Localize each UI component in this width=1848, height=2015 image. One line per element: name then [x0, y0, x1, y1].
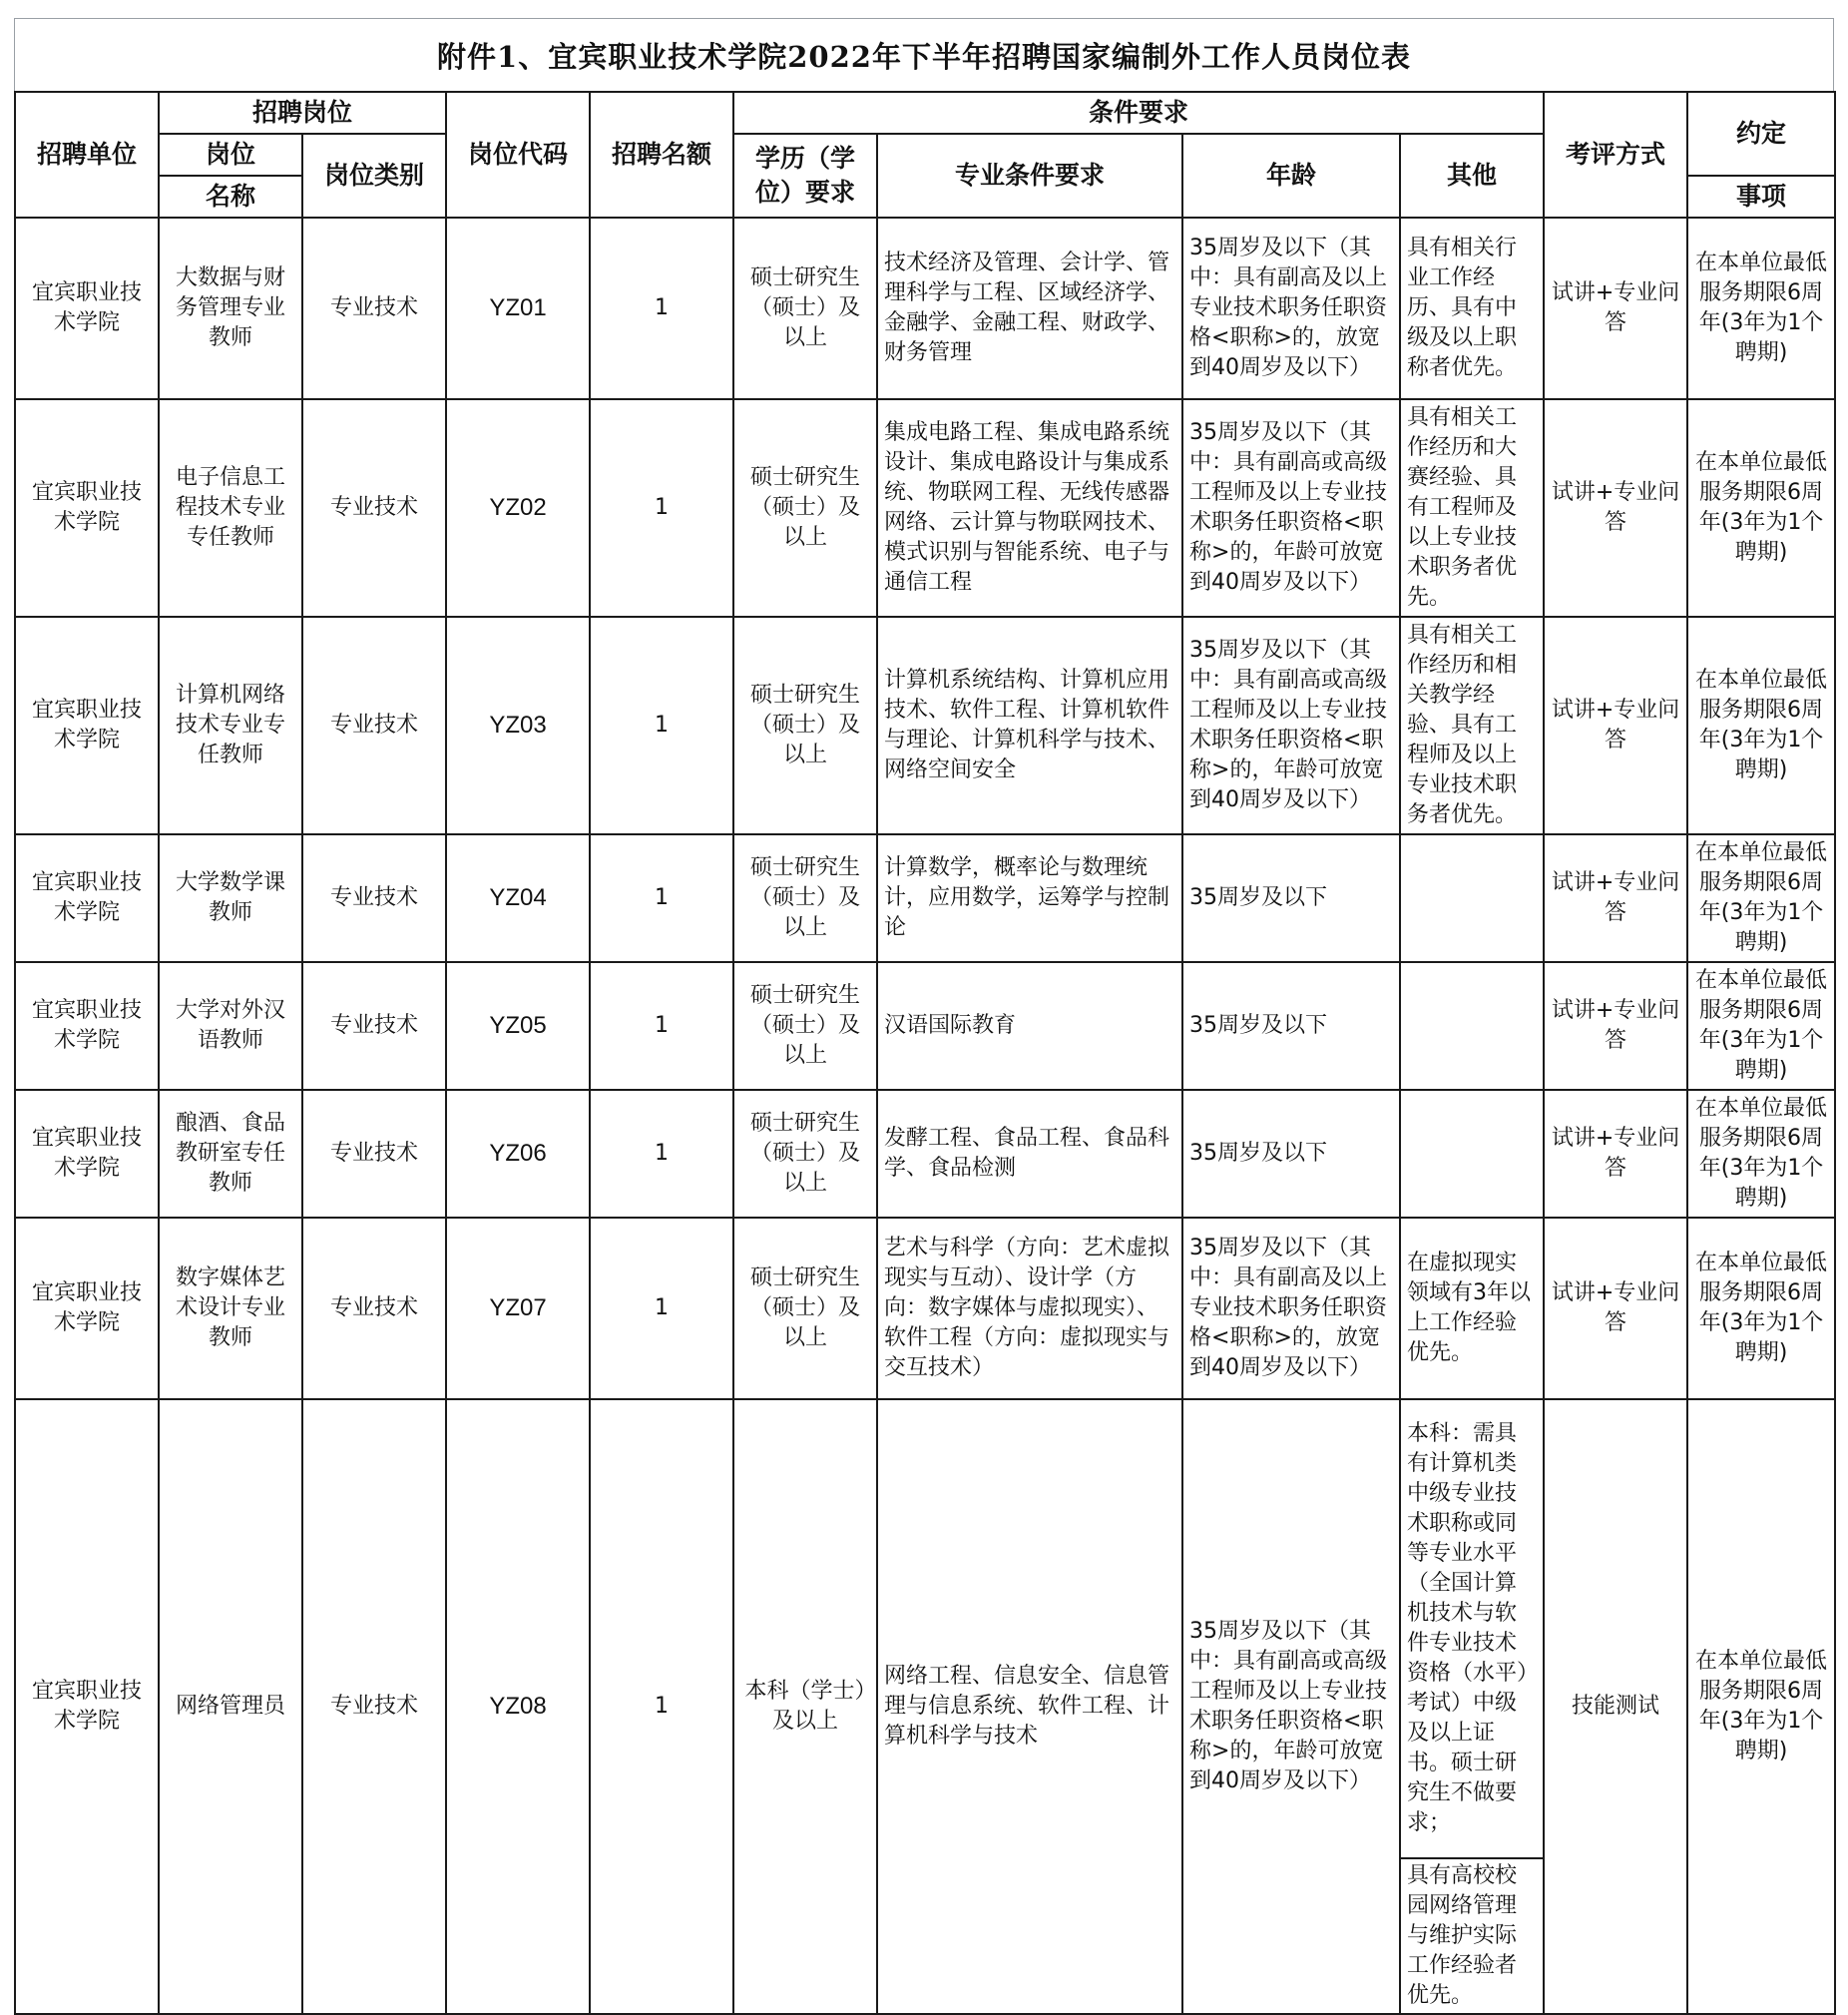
cell-major: 艺术与科学（方向：艺术虚拟现实与互动）、设计学（方向：数字媒体与虚拟现实）、软件工程（方向：虚拟现实与交互技术）	[877, 1218, 1182, 1399]
cell-post-code: YZ08	[446, 1399, 590, 2014]
cell-post-type: 专业技术	[302, 1399, 446, 2014]
cell-education: 硕士研究生（硕士）及以上	[733, 1218, 877, 1399]
header-post-name-bottom: 名称	[159, 176, 302, 218]
cell-quota: 1	[590, 834, 733, 962]
cell-age: 35周岁及以下（其中：具有副高或高级工程师及以上专业技术职务任职资格<职称>的，年龄可放宽到40周岁及以下）	[1182, 399, 1400, 617]
header-assessment: 考评方式	[1544, 92, 1687, 218]
cell-post-type: 专业技术	[302, 218, 446, 399]
cell-agreement: 在本单位最低服务期限6周年(3年为1个聘期)	[1687, 617, 1835, 834]
cell-post-code: YZ03	[446, 617, 590, 834]
cell-unit: 宜宾职业技术学院	[15, 1090, 159, 1218]
table-row	[15, 1090, 1835, 1218]
cell-assessment: 试讲+专业问答	[1544, 218, 1687, 399]
cell-assessment: 试讲+专业问答	[1544, 1090, 1687, 1218]
recruitment-sheet	[14, 18, 1834, 2015]
page-title: 附件1、宜宾职业技术学院2022年下半年招聘国家编制外工作人员岗位表	[14, 18, 1834, 91]
cell-assessment: 试讲+专业问答	[1544, 834, 1687, 962]
cell-post-name: 计算机网络技术专业专任教师	[159, 617, 302, 834]
header-post-type: 岗位类别	[302, 134, 446, 218]
cell-education: 本科（学士）及以上	[733, 1399, 877, 2014]
header-agreement-bottom: 事项	[1687, 176, 1835, 218]
cell-agreement: 在本单位最低服务期限6周年(3年为1个聘期)	[1687, 1218, 1835, 1399]
cell-assessment: 试讲+专业问答	[1544, 399, 1687, 617]
cell-agreement: 在本单位最低服务期限6周年(3年为1个聘期)	[1687, 962, 1835, 1090]
cell-education: 硕士研究生（硕士）及以上	[733, 399, 877, 617]
table-row	[15, 962, 1835, 1090]
cell-unit: 宜宾职业技术学院	[15, 399, 159, 617]
cell-post-name: 酿酒、食品教研室专任教师	[159, 1090, 302, 1218]
cell-post-type: 专业技术	[302, 1090, 446, 1218]
cell-age: 35周岁及以下（其中：具有副高或高级工程师及以上专业技术职务任职资格<职称>的，年龄可放宽到40周岁及以下）	[1182, 1399, 1400, 2014]
cell-major: 计算机系统结构、计算机应用技术、软件工程、计算机软件与理论、计算机科学与技术、网络空间安全	[877, 617, 1182, 834]
cell-post-code: YZ05	[446, 962, 590, 1090]
cell-other: 具有相关工作经历和相关教学经验、具有工程师及以上专业技术职务者优先。	[1400, 617, 1544, 834]
cell-post-name: 大数据与财务管理专业教师	[159, 218, 302, 399]
table-row	[15, 1399, 1835, 2014]
cell-age: 35周岁及以下	[1182, 834, 1400, 962]
cell-unit: 宜宾职业技术学院	[15, 1399, 159, 2014]
cell-unit: 宜宾职业技术学院	[15, 1218, 159, 1399]
cell-other-part2: 具有高校校园网络管理与维护实际工作经验者优先。	[1407, 1863, 1518, 2008]
cell-agreement: 在本单位最低服务期限6周年(3年为1个聘期)	[1687, 1090, 1835, 1218]
header-quota: 招聘名额	[590, 92, 733, 218]
header-other: 其他	[1400, 134, 1544, 218]
cell-post-name: 大学对外汉语教师	[159, 962, 302, 1090]
cell-post-code: YZ02	[446, 399, 590, 617]
cell-quota: 1	[590, 617, 733, 834]
header-post-group: 招聘岗位	[159, 92, 446, 134]
cell-assessment: 技能测试	[1544, 1399, 1687, 2014]
cell-other	[1400, 1399, 1544, 2014]
cell-major: 网络工程、信息安全、信息管理与信息系统、软件工程、计算机科学与技术	[877, 1399, 1182, 2014]
header-post-name-top: 岗位	[159, 134, 302, 176]
cell-unit: 宜宾职业技术学院	[15, 834, 159, 962]
cell-post-type: 专业技术	[302, 962, 446, 1090]
cell-quota: 1	[590, 962, 733, 1090]
cell-agreement: 在本单位最低服务期限6周年(3年为1个聘期)	[1687, 399, 1835, 617]
cell-post-code: YZ04	[446, 834, 590, 962]
cell-post-code: YZ01	[446, 218, 590, 399]
cell-unit: 宜宾职业技术学院	[15, 218, 159, 399]
cell-other	[1400, 962, 1544, 1090]
cell-quota: 1	[590, 1090, 733, 1218]
header-conditions-group: 条件要求	[733, 92, 1544, 134]
cell-education: 硕士研究生（硕士）及以上	[733, 218, 877, 399]
cell-agreement: 在本单位最低服务期限6周年(3年为1个聘期)	[1687, 834, 1835, 962]
header-unit: 招聘单位	[15, 92, 159, 218]
cell-assessment: 试讲+专业问答	[1544, 962, 1687, 1090]
table-row	[15, 617, 1835, 834]
cell-other: 具有相关行业工作经历、具有中级及以上职称者优先。	[1400, 218, 1544, 399]
cell-post-name: 数字媒体艺术设计专业教师	[159, 1218, 302, 1399]
cell-major: 集成电路工程、集成电路系统设计、集成电路设计与集成系统、物联网工程、无线传感器网络、云计算与物联网技术、模式识别与智能系统、电子与通信工程	[877, 399, 1182, 617]
cell-post-name: 电子信息工程技术专业专任教师	[159, 399, 302, 617]
cell-other: 具有相关工作经历和大赛经验、具有工程师及以上专业技术职务者优先。	[1400, 399, 1544, 617]
cell-major: 发酵工程、食品工程、食品科学、食品检测	[877, 1090, 1182, 1218]
cell-quota: 1	[590, 218, 733, 399]
cell-education: 硕士研究生（硕士）及以上	[733, 834, 877, 962]
header-age: 年龄	[1182, 134, 1400, 218]
header-major: 专业条件要求	[877, 134, 1182, 218]
cell-assessment: 试讲+专业问答	[1544, 1218, 1687, 1399]
cell-post-code: YZ06	[446, 1090, 590, 1218]
header-education: 学历（学位）要求	[733, 134, 877, 218]
cell-post-type: 专业技术	[302, 1218, 446, 1399]
cell-agreement: 在本单位最低服务期限6周年(3年为1个聘期)	[1687, 218, 1835, 399]
table-row	[15, 1218, 1835, 1399]
header-post-code: 岗位代码	[446, 92, 590, 218]
cell-education: 硕士研究生（硕士）及以上	[733, 1090, 877, 1218]
cell-education: 硕士研究生（硕士）及以上	[733, 962, 877, 1090]
cell-major: 汉语国际教育	[877, 962, 1182, 1090]
cell-major: 技术经济及管理、会计学、管理科学与工程、区域经济学、金融学、金融工程、财政学、财务管理	[877, 218, 1182, 399]
cell-post-code: YZ07	[446, 1218, 590, 1399]
cell-age: 35周岁及以下（其中：具有副高及以上专业技术职务任职资格<职称>的，放宽到40周岁及以下）	[1182, 1218, 1400, 1399]
table-row	[15, 218, 1835, 399]
cell-age: 35周岁及以下（其中：具有副高及以上专业技术职务任职资格<职称>的，放宽到40周岁及以下）	[1182, 218, 1400, 399]
header-agreement-top: 约定	[1687, 92, 1835, 176]
cell-post-name: 网络管理员	[159, 1399, 302, 2014]
table-row	[15, 834, 1835, 962]
cell-unit: 宜宾职业技术学院	[15, 962, 159, 1090]
cell-age: 35周岁及以下	[1182, 1090, 1400, 1218]
cell-age: 35周岁及以下（其中：具有副高或高级工程师及以上专业技术职务任职资格<职称>的，年龄可放宽到40周岁及以下）	[1182, 617, 1400, 834]
cell-other: 在虚拟现实领域有3年以上工作经验优先。	[1400, 1218, 1544, 1399]
cell-post-type: 专业技术	[302, 399, 446, 617]
cell-other	[1400, 834, 1544, 962]
cell-unit: 宜宾职业技术学院	[15, 617, 159, 834]
cell-other	[1400, 1090, 1544, 1218]
cell-education: 硕士研究生（硕士）及以上	[733, 617, 877, 834]
cell-assessment: 试讲+专业问答	[1544, 617, 1687, 834]
cell-post-name: 大学数学课教师	[159, 834, 302, 962]
cell-other-part1: 本科：需具有计算机类中级专业技术职称或同等专业水平（全国计算机技术与软件专业技术资格（水平）考试）中级及以上证书。硕士研究生不做要求；	[1401, 1400, 1543, 1859]
cell-post-type: 专业技术	[302, 617, 446, 834]
cell-agreement: 在本单位最低服务期限6周年(3年为1个聘期)	[1687, 1399, 1835, 2014]
table-row	[15, 399, 1835, 617]
cell-quota: 1	[590, 399, 733, 617]
cell-quota: 1	[590, 1399, 733, 2014]
cell-major: 计算数学，概率论与数理统计，应用数学，运筹学与控制论	[877, 834, 1182, 962]
positions-table	[14, 91, 1836, 2015]
cell-age: 35周岁及以下	[1182, 962, 1400, 1090]
cell-post-type: 专业技术	[302, 834, 446, 962]
cell-quota: 1	[590, 1218, 733, 1399]
